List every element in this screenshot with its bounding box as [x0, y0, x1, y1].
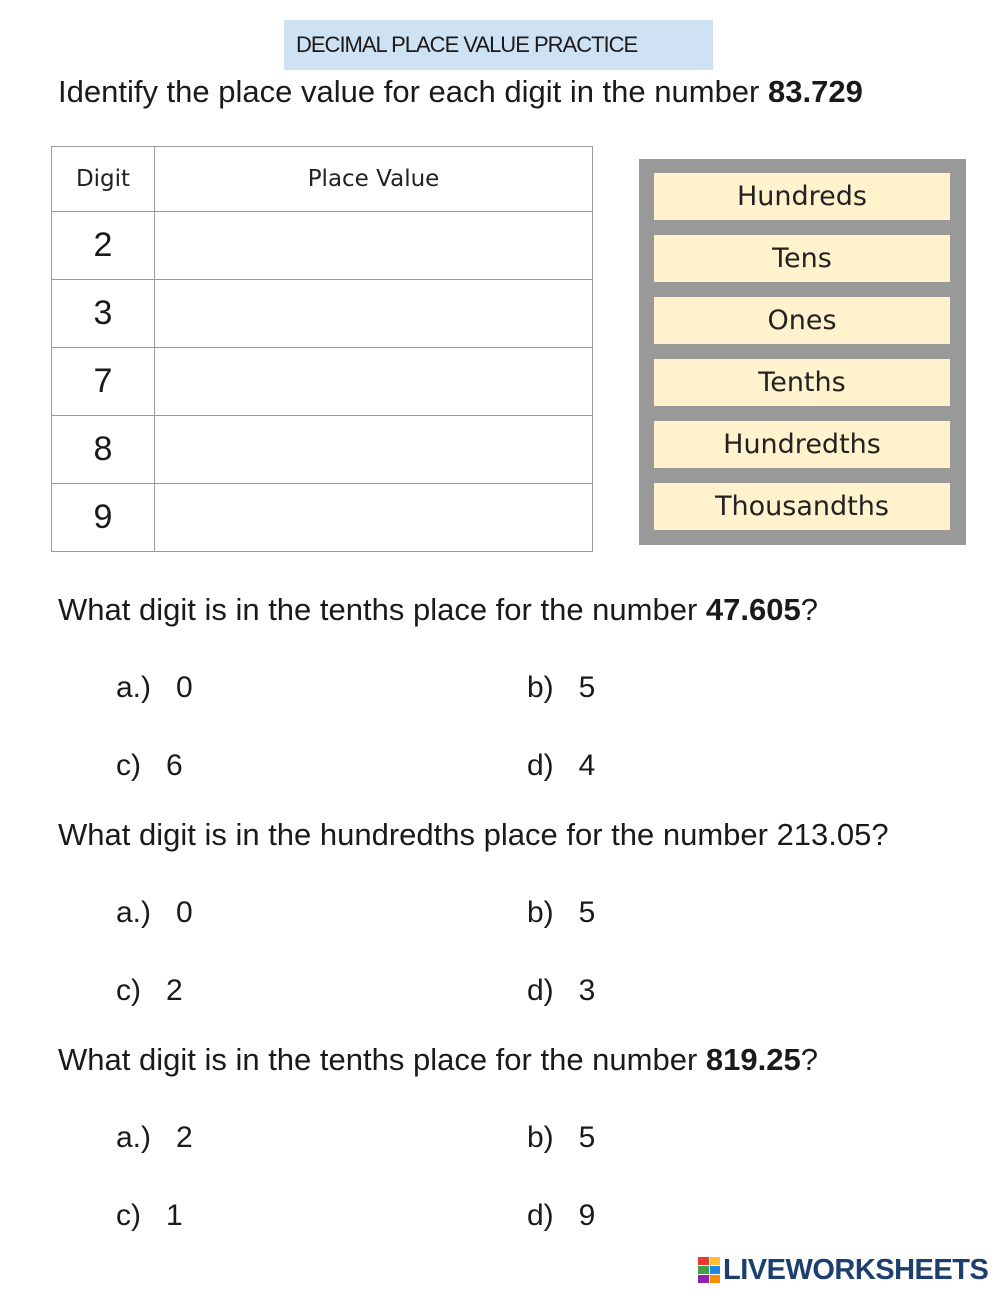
question-3-text: What digit is in the tenths place for the number: [58, 1042, 706, 1077]
word-bank-item-tenths[interactable]: Tenths: [654, 359, 950, 406]
question-3-suffix: ?: [800, 1042, 818, 1077]
logo-text: LIVEWORKSHEETS: [723, 1253, 989, 1286]
word-bank: [639, 159, 966, 545]
table-header-row: [52, 147, 593, 212]
instruction-label: Identify the place value for each digit in the number: [58, 74, 768, 109]
question-2-option-a[interactable]: a.) 0: [116, 896, 193, 929]
question-3-option-b[interactable]: b) 5: [527, 1121, 596, 1154]
question-3-option-c[interactable]: c) 1: [116, 1199, 183, 1232]
place-value-answer-cell[interactable]: [155, 484, 593, 552]
table-row: [52, 212, 593, 280]
question-2-option-b[interactable]: b) 5: [527, 896, 596, 929]
instruction-number: 83.729: [768, 74, 863, 109]
word-bank-item-hundreds[interactable]: Hundreds: [654, 173, 950, 220]
question-2-option-c[interactable]: c) 2: [116, 974, 183, 1007]
question-2-text: What digit is in the hundredths place for the number 213.05?: [58, 817, 889, 852]
word-bank-item-hundredths[interactable]: Hundredths: [654, 421, 950, 468]
table-row: [52, 280, 593, 348]
table-row: [52, 416, 593, 484]
question-3: [58, 1040, 818, 1080]
liveworksheets-logo-icon: [698, 1257, 720, 1283]
word-bank-item-ones[interactable]: Ones: [654, 297, 950, 344]
digit-cell: 7: [52, 348, 155, 416]
digit-cell: 3: [52, 280, 155, 348]
liveworksheets-logo: [698, 1253, 988, 1287]
question-1: [58, 590, 818, 630]
question-1-option-b[interactable]: b) 5: [527, 671, 596, 704]
question-2-option-d[interactable]: d) 3: [527, 974, 596, 1007]
table-row: [52, 348, 593, 416]
question-2: [58, 815, 889, 855]
place-value-answer-cell[interactable]: [155, 416, 593, 484]
question-1-number: 47.605: [705, 592, 801, 627]
digit-cell: 8: [52, 416, 155, 484]
question-1-option-c[interactable]: c) 6: [116, 749, 183, 782]
question-3-option-d[interactable]: d) 9: [527, 1199, 596, 1232]
place-value-table: [51, 146, 593, 552]
instruction-text: [58, 72, 863, 112]
digit-cell: 2: [52, 212, 155, 280]
place-value-answer-cell[interactable]: [155, 348, 593, 416]
place-value-answer-cell[interactable]: [155, 212, 593, 280]
word-bank-item-tens[interactable]: Tens: [654, 235, 950, 282]
question-1-option-d[interactable]: d) 4: [527, 749, 596, 782]
question-1-text: What digit is in the tenths place for the number: [58, 592, 706, 627]
digit-cell: 9: [52, 484, 155, 552]
place-value-answer-cell[interactable]: [155, 280, 593, 348]
question-1-option-a[interactable]: a.) 0: [116, 671, 193, 704]
question-3-number: 819.25: [705, 1042, 801, 1077]
word-bank-item-thousandths[interactable]: Thousandths: [654, 483, 950, 530]
header-place-value: Place Value: [155, 147, 593, 212]
worksheet-title: DECIMAL PLACE VALUE PRACTICE: [284, 20, 713, 70]
question-1-suffix: ?: [800, 592, 818, 627]
header-digit: Digit: [52, 147, 155, 212]
question-3-option-a[interactable]: a.) 2: [116, 1121, 193, 1154]
table-row: [52, 484, 593, 552]
